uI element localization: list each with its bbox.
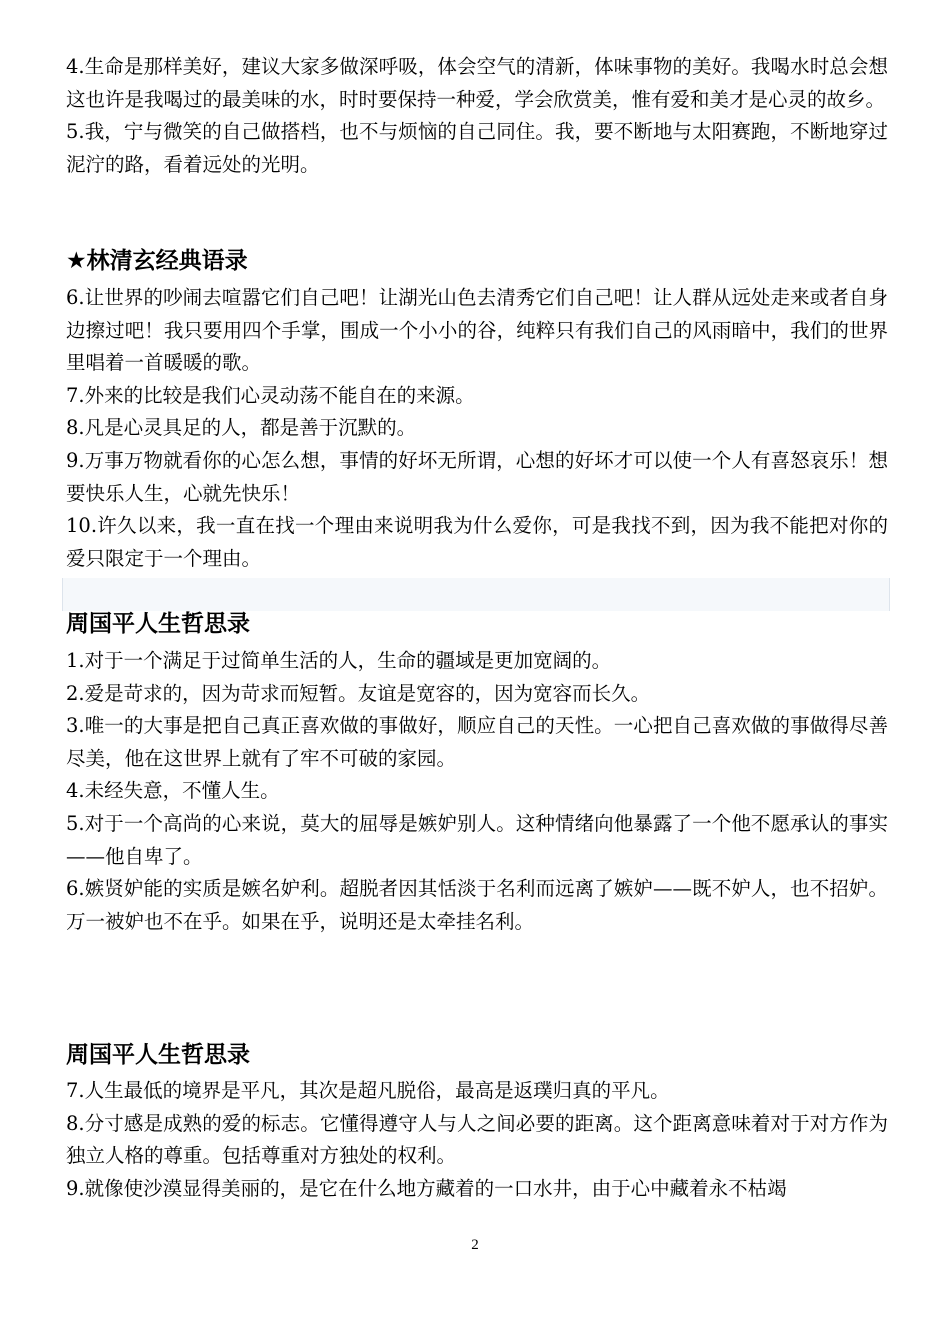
quote-item: 6.嫉贤妒能的实质是嫉名妒利。超脱者因其恬淡于名利而远离了嫉妒——既不妒人，也不招妒。万一被妒也不在乎。如果在乎，说明还是太牵挂名利。 xyxy=(66,877,888,933)
quote-item: 4.未经失意，不懂人生。 xyxy=(66,779,280,803)
quote-item: 7.外来的比较是我们心灵动荡不能自在的来源。 xyxy=(66,383,475,407)
quote-list-lin xyxy=(66,282,888,575)
quote-item: 9.万事万物就看你的心怎么想，事情的好坏无所谓，心想的好坏才可以使一个人有喜怒哀乐！想要快乐人生，心就先快乐！ xyxy=(66,448,888,505)
section-heading-lin: ★林清玄经典语录 xyxy=(66,248,248,274)
quote-item: 9.就像使沙漠显得美丽的，是它在什么地方藏着的一口水井，由于心中藏着永不枯竭 xyxy=(66,1176,787,1200)
quote-item: 4.生命是那样美好，建议大家多做深呼吸，体会空气的清新，体味事物的美好。我喝水时总会想这也许是我喝过的最美味的水，时时要保持一种爱，学会欣赏美，惟有爱和美才是心灵的故乡。 xyxy=(66,55,888,111)
section-heading-zhou-1: 周国平人生哲思录 xyxy=(66,611,250,637)
quote-list-zhou-1 xyxy=(66,645,888,938)
quote-item: 8.凡是心灵具足的人，都是善于沉默的。 xyxy=(66,416,417,440)
page-number: 2 xyxy=(471,1237,479,1253)
section-heading-zhou-2: 周国平人生哲思录 xyxy=(66,1042,250,1068)
quote-item: 8.分寸感是成熟的爱的标志。它懂得遵守人与人之间必要的距离。这个距离意味着对于对方作为独立人格的尊重。包括尊重对方独处的权利。 xyxy=(66,1111,888,1168)
quote-item: 2.爱是苛求的，因为苛求而短暂。友谊是宽容的，因为宽容而长久。 xyxy=(66,681,651,705)
quote-item: 7.人生最低的境界是平凡，其次是超凡脱俗，最高是返璞归真的平凡。 xyxy=(66,1079,670,1102)
quote-item: 10.许久以来，我一直在找一个理由来说明我为什么爱你，可是我找不到，因为我不能把对你的爱只限定于一个理由。 xyxy=(66,514,888,570)
section-divider xyxy=(62,578,890,611)
quote-item: 5.我，宁与微笑的自己做搭档，也不与烦恼的自己同住。我，要不断地与太阳赛跑，不断地穿过泥泞的路，看着远处的光明。 xyxy=(66,120,888,176)
quote-list-zhou-2 xyxy=(66,1075,888,1205)
quote-item: 5.对于一个高尚的心来说，莫大的屈辱是嫉妒别人。这种情绪向他暴露了一个他不愿承认的事实——他自卑了。 xyxy=(66,811,888,868)
quote-item: 1.对于一个满足于过简单生活的人，生命的疆域是更加宽阔的。 xyxy=(66,649,612,672)
quote-item: 3.唯一的大事是把自己真正喜欢做的事做好，顺应自己的天性。一心把自己喜欢做的事做得尽善尽美，他在这世界上就有了牢不可破的家园。 xyxy=(66,714,888,770)
quote-list-top xyxy=(66,51,888,181)
quote-item: 6.让世界的吵闹去喧嚣它们自己吧！让湖光山色去清秀它们自己吧！让人群从远处走来或者自身边擦过吧！我只要用四个手掌，围成一个小小的谷，纯粹只有我们自己的风雨暗中，我们的世界里唱着一首暖暖的歌。 xyxy=(66,286,888,375)
